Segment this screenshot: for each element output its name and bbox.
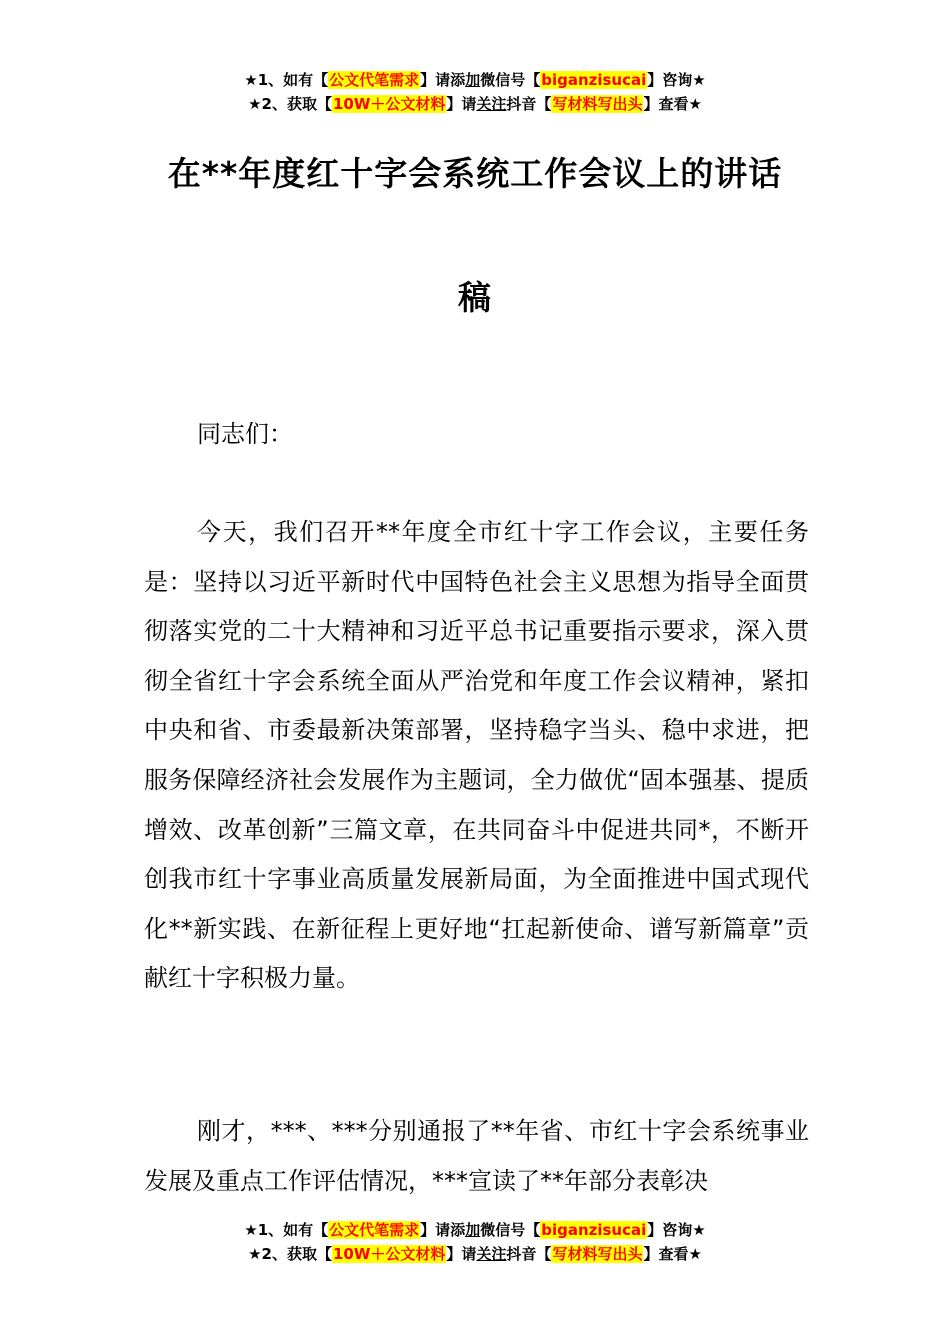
footer-banner xyxy=(0,1218,950,1266)
banner-line-1 xyxy=(0,1218,950,1242)
banner-underlined-text: 加 xyxy=(465,71,481,89)
banner-text: 】请 xyxy=(446,1245,477,1263)
banner-text: 】请 xyxy=(446,95,477,113)
banner-text: 微信号【 xyxy=(480,1221,541,1239)
document-title-line-1: 在**年度红十字会系统工作会议上的讲话 xyxy=(167,154,783,193)
document-title-line-2: 稿 xyxy=(458,278,492,317)
banner-text: 】请添 xyxy=(420,1221,466,1239)
banner-text: ★2、获取【 xyxy=(248,1245,332,1263)
banner-text: 抖音【 xyxy=(506,1245,552,1263)
body-paragraph-2: 刚才，***、***分别通报了**年省、市红十字会系统事业发展及重点工作评估情况，***宣读了**年部分表彰决 xyxy=(144,1117,809,1195)
banner-douyin-name: 写材料写出头 xyxy=(552,1245,643,1263)
banner-text: 】咨询★ xyxy=(647,71,706,89)
banner-text: 抖音【 xyxy=(506,95,552,113)
header-banner xyxy=(0,68,950,116)
banner-highlight: 公文代笔需求 xyxy=(329,71,420,89)
banner-wechat-id: biganzisucai xyxy=(541,71,647,89)
banner-douyin-name: 写材料写出头 xyxy=(552,95,643,113)
banner-highlight: 10W＋公文材料 xyxy=(332,1245,446,1263)
banner-text: 】查看★ xyxy=(643,1245,702,1263)
banner-underlined-text: 加 xyxy=(465,1221,481,1239)
greeting: 同志们： xyxy=(197,420,293,448)
banner-highlight: 10W＋公文材料 xyxy=(332,95,446,113)
banner-line-2 xyxy=(0,92,950,116)
banner-text: ★2、获取【 xyxy=(248,95,332,113)
banner-line-1 xyxy=(0,68,950,92)
banner-text: 】查看★ xyxy=(643,95,702,113)
banner-text: ★1、如有【 xyxy=(244,1221,329,1239)
banner-highlight: 公文代笔需求 xyxy=(329,1221,420,1239)
banner-wechat-id: biganzisucai xyxy=(541,1221,647,1239)
banner-text: 】请添 xyxy=(420,71,466,89)
banner-line-2 xyxy=(0,1242,950,1266)
banner-underlined-text: 关注 xyxy=(476,95,507,113)
banner-text: 】咨询★ xyxy=(647,1221,706,1239)
banner-text: ★1、如有【 xyxy=(244,71,329,89)
banner-underlined-text: 关注 xyxy=(476,1245,507,1263)
body-paragraph-1: 今天，我们召开**年度全市红十字工作会议，主要任务是：坚持以习近平新时代中国特色社会主义思想为指导全面贯彻落实党的二十大精神和习近平总书记重要指示要求，深入贯彻全省红十字会系统全面从严治党和年度工作会议精神，紧扣中央和省、市委最新决策部署，坚持稳字当头、稳中求进，把服务保障经济社会发展作为主题词，全力做优“固本强基、提质增效、改革创新”三篇文章，在共同奋斗中促进共同*，不断开创我市红十字事业高质量发展新局面，为全面推进中国式现代化**新实践、在新征程上更好地“扛起新使命、谱写新篇章”贡献红十字积极力量。 xyxy=(144,518,809,993)
banner-text: 微信号【 xyxy=(480,71,541,89)
